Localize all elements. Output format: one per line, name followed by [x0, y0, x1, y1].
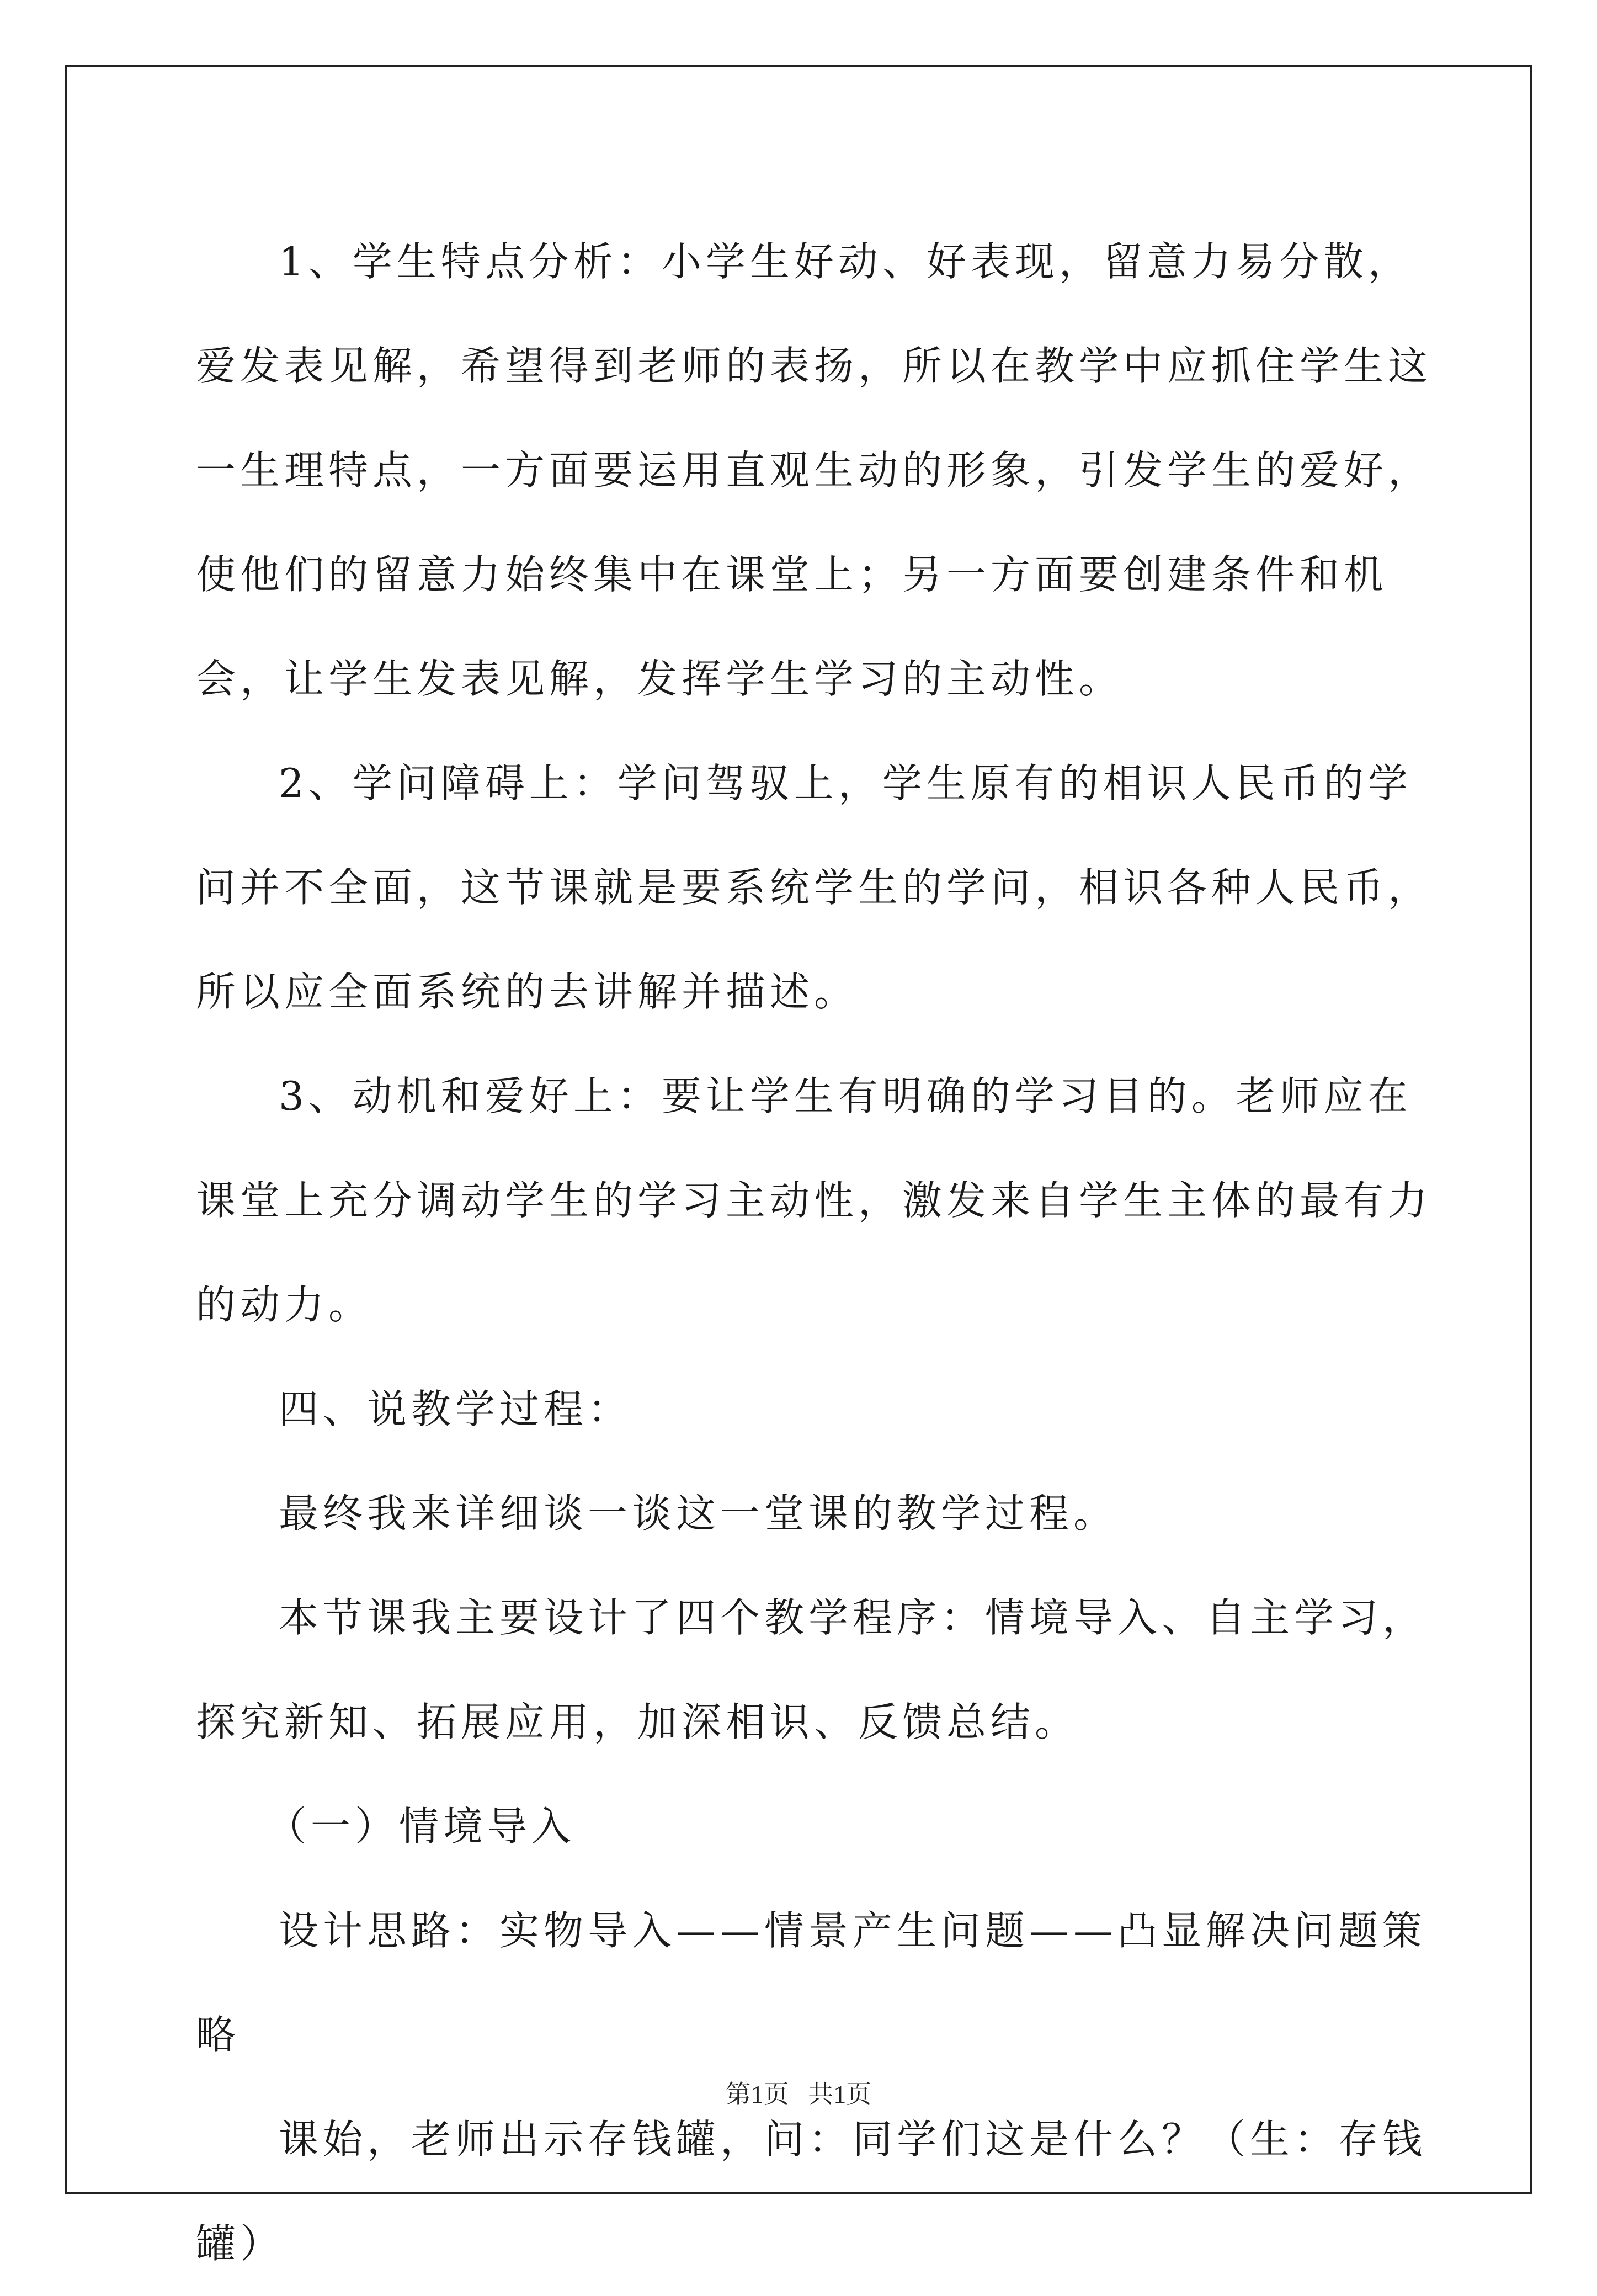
paragraph-student-analysis: 1、学生特点分析：小学生好动、好表现，留意力易分散，爱发表见解，希望得到老师的表扬，所以在教学中应抓住学生这一生理特点，一方面要运用直观生动的形象，引发学生的爱好，使他们的留意力始终集中在课堂上；另一方面要创建条件和机会，让学生发表见解，发挥学生学习的主动性。	[196, 238, 1433, 702]
subsection-heading-situation-intro: （一）情境导入	[267, 1803, 576, 1849]
paragraph-four-procedures: 本节课我主要设计了四个教学程序：情境导入、自主学习，探究新知、拓展应用，加深相识、反馈总结。	[196, 1595, 1427, 1745]
section-heading-teaching-process: 四、说教学过程：	[279, 1386, 632, 1432]
page-footer-label: 第1页 共1页	[725, 2080, 872, 2108]
paragraph-knowledge-barrier: 2、学问障碍上：学问驾驭上，学生原有的相识人民币的学问并不全面，这节课就是要系统学生的学问，相识各种人民币，所以应全面系统的去讲解并描述。	[196, 760, 1433, 1015]
document-body	[196, 210, 1432, 2296]
paragraph-design-idea: 设计思路：实物导入——情景产生问题——凸显解决问题策略	[196, 1907, 1427, 2058]
paragraph-intro-process: 最终我来详细谈一谈这一堂课的教学过程。	[279, 1490, 1118, 1537]
paragraph-motivation: 3、动机和爱好上：要让学生有明确的学习目的。老师应在课堂上充分调动学生的学习主动性，激发来自学生主体的最有力的动力。	[196, 1073, 1433, 1328]
paragraph-class-start: 课始，老师出示存钱罐，问：同学们这是什么？（生：存钱罐）	[196, 2116, 1427, 2267]
